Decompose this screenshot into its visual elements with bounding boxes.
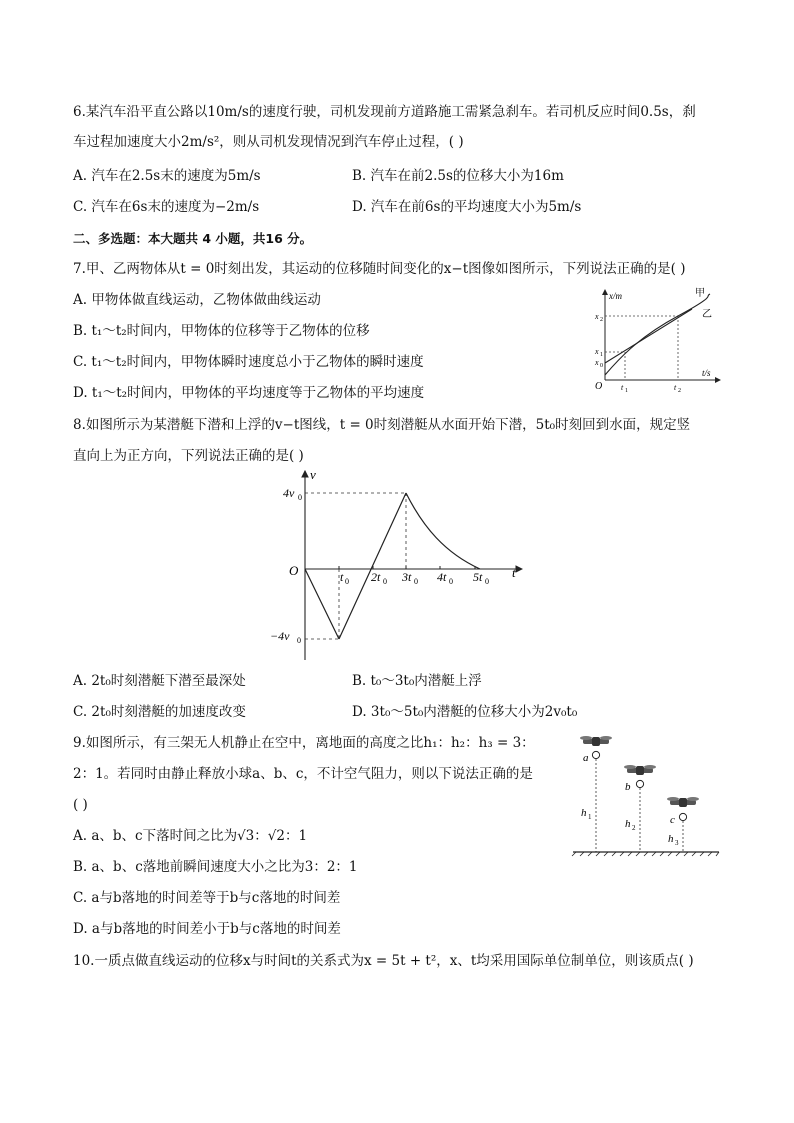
q9-option-a: A. a、b、c下落时间之比为√3：√2：1: [73, 828, 308, 844]
q8-pos-v-sub: 0: [298, 493, 302, 502]
q9-label-h1: h: [581, 807, 587, 819]
q8-origin-label: O: [289, 563, 299, 578]
q9-option-c: C. a与b落地的时间差等于b与c落地的时间差: [73, 890, 341, 906]
q9-drone-figure: [570, 733, 722, 857]
q7-stem: 7.甲、乙两物体从t = 0时刻出发，其运动的位移随时间变化的x−t图像如图所示，下列说法正确的是( ): [73, 261, 686, 277]
q7-t1-sub: 1: [625, 388, 628, 394]
q8-segment-descent: [305, 569, 339, 639]
q7-x0-sub: 0: [600, 363, 603, 369]
q7-t2-sub: 2: [678, 388, 681, 394]
q7-x-axis-label: t/s: [702, 368, 711, 378]
drone-icon: [624, 765, 656, 775]
q7-option-d: D. t₁～t₂时间内，甲物体的平均速度等于乙物体的平均速度: [73, 385, 425, 401]
q9-stem-line2: 2：1。若同时由静止释放小球a、b、c，不计空气阻力，则以下说法正确的是: [73, 766, 533, 782]
q7-curve-jia: [605, 294, 710, 375]
q7-x0-label: x: [595, 358, 599, 367]
q8-option-c: C. 2t₀时刻潜艇的加速度改变: [73, 704, 246, 720]
q7-line-yi: [605, 309, 692, 363]
q7-option-a: A. 甲物体做直线运动，乙物体做曲线运动: [73, 292, 321, 308]
q8-tick-label-t0: t: [340, 570, 344, 584]
q7-x2-label: x: [595, 312, 599, 321]
q8-stem-line1: 8.如图所示为某潜艇下潜和上浮的v−t图线，t = 0时刻潜艇从水面开始下潜，5t₀时刻回到水面，规定竖: [73, 417, 691, 433]
q8-option-a: A. 2t₀时刻潜艇下潜至最深处: [73, 673, 246, 689]
q8-tick-label-2t0: 2t: [371, 570, 381, 584]
q6-option-c: C. 汽车在6s末的速度为−2m/s: [73, 199, 260, 215]
q9-option-b: B. a、b、c落地前瞬间速度大小之比为3：2：1: [73, 859, 358, 875]
q9-stem-line3: ( ): [73, 797, 88, 813]
q8-tick-sub-4t0: 0: [449, 577, 453, 586]
q8-t-axis-label: t: [512, 565, 516, 580]
q9-label-b: b: [625, 781, 631, 793]
ball-c: [679, 813, 686, 820]
q7-y-axis-label: x/m: [609, 291, 622, 301]
q9-label-h3-sub: 3: [675, 839, 679, 847]
q7-t2-label: t: [674, 383, 677, 392]
q8-segment-decay: [406, 493, 480, 569]
q8-tick-label-5t0: 5t: [473, 570, 483, 584]
q8-tick-sub-2t0: 0: [383, 577, 387, 586]
q6-option-a: A. 汽车在2.5s末的速度为5m/s: [73, 168, 261, 184]
q8-tick-label-4t0: 4t: [437, 570, 447, 584]
q8-tick-sub-5t0: 0: [485, 577, 489, 586]
q7-t1-label: t: [621, 383, 624, 392]
q6-stem-line2: 车过程加速度大小2m/s²，则从司机发现情况到汽车停止过程，( ): [73, 134, 464, 150]
q8-pos-v-label: 4v: [283, 486, 295, 500]
q8-stem-line2: 直向上为正方向，下列说法正确的是( ): [73, 448, 304, 464]
q9-label-h2-sub: 2: [632, 824, 636, 832]
q7-label-jia: 甲: [695, 288, 705, 299]
q7-x1-label: x: [595, 347, 599, 356]
q8-option-d: D. 3t₀～5t₀内潜艇的位移大小为2v₀t₀: [352, 704, 578, 720]
q8-vt-graph: [265, 465, 530, 665]
q7-label-yi: 乙: [702, 309, 712, 320]
q9-label-h2: h: [625, 818, 631, 830]
q6-stem-line1: 6.某汽车沿平直公路以10m/s的速度行驶，司机发现前方道路施工需紧急刹车。若司机反应时间0.5s，刹: [73, 104, 696, 120]
q8-tick-label-3t0: 3t: [402, 570, 412, 584]
q8-tick-sub-t0: 0: [345, 577, 349, 586]
q9-label-c: c: [670, 814, 675, 826]
q7-xt-graph: [592, 283, 728, 395]
q6-option-d: D. 汽车在前6s的平均速度大小为5m/s: [352, 199, 582, 215]
q8-neg-v-label: −4v: [270, 629, 290, 643]
q7-origin-label: O: [595, 381, 603, 392]
q7-option-c: C. t₁～t₂时间内，甲物体瞬时速度总小于乙物体的瞬时速度: [73, 354, 424, 370]
section-heading-multi-choice: 二、多选题：本大题共 4 小题，共16 分。: [73, 231, 313, 246]
q10-stem: 10.一质点做直线运动的位移x与时间t的关系式为x = 5t + t²，x、t均采用国际单位制单位，则该质点( ): [73, 953, 694, 969]
drone-icon: [580, 736, 612, 746]
q9-option-d: D. a与b落地的时间差小于b与c落地的时间差: [73, 921, 341, 937]
q9-stem-line1: 9.如图所示，有三架无人机静止在空中，离地面的高度之比h₁：h₂：h₃ = 3：: [73, 735, 535, 751]
q9-label-h1-sub: 1: [588, 813, 592, 821]
q8-tick-sub-3t0: 0: [414, 577, 418, 586]
q8-v-axis-label: v: [310, 467, 316, 482]
q9-label-h3: h: [668, 833, 674, 845]
q7-option-b: B. t₁～t₂时间内，甲物体的位移等于乙物体的位移: [73, 323, 370, 339]
q7-x2-sub: 2: [600, 317, 603, 323]
q8-option-b: B. t₀～3t₀内潜艇上浮: [352, 673, 482, 689]
drone-icon: [667, 797, 699, 807]
q6-option-b: B. 汽车在前2.5s的位移大小为16m: [352, 168, 564, 184]
q9-label-a: a: [583, 752, 589, 764]
q8-neg-v-sub: 0: [297, 636, 301, 645]
q7-x1-sub: 1: [600, 352, 603, 358]
ball-a: [592, 751, 599, 758]
ball-b: [636, 780, 643, 787]
